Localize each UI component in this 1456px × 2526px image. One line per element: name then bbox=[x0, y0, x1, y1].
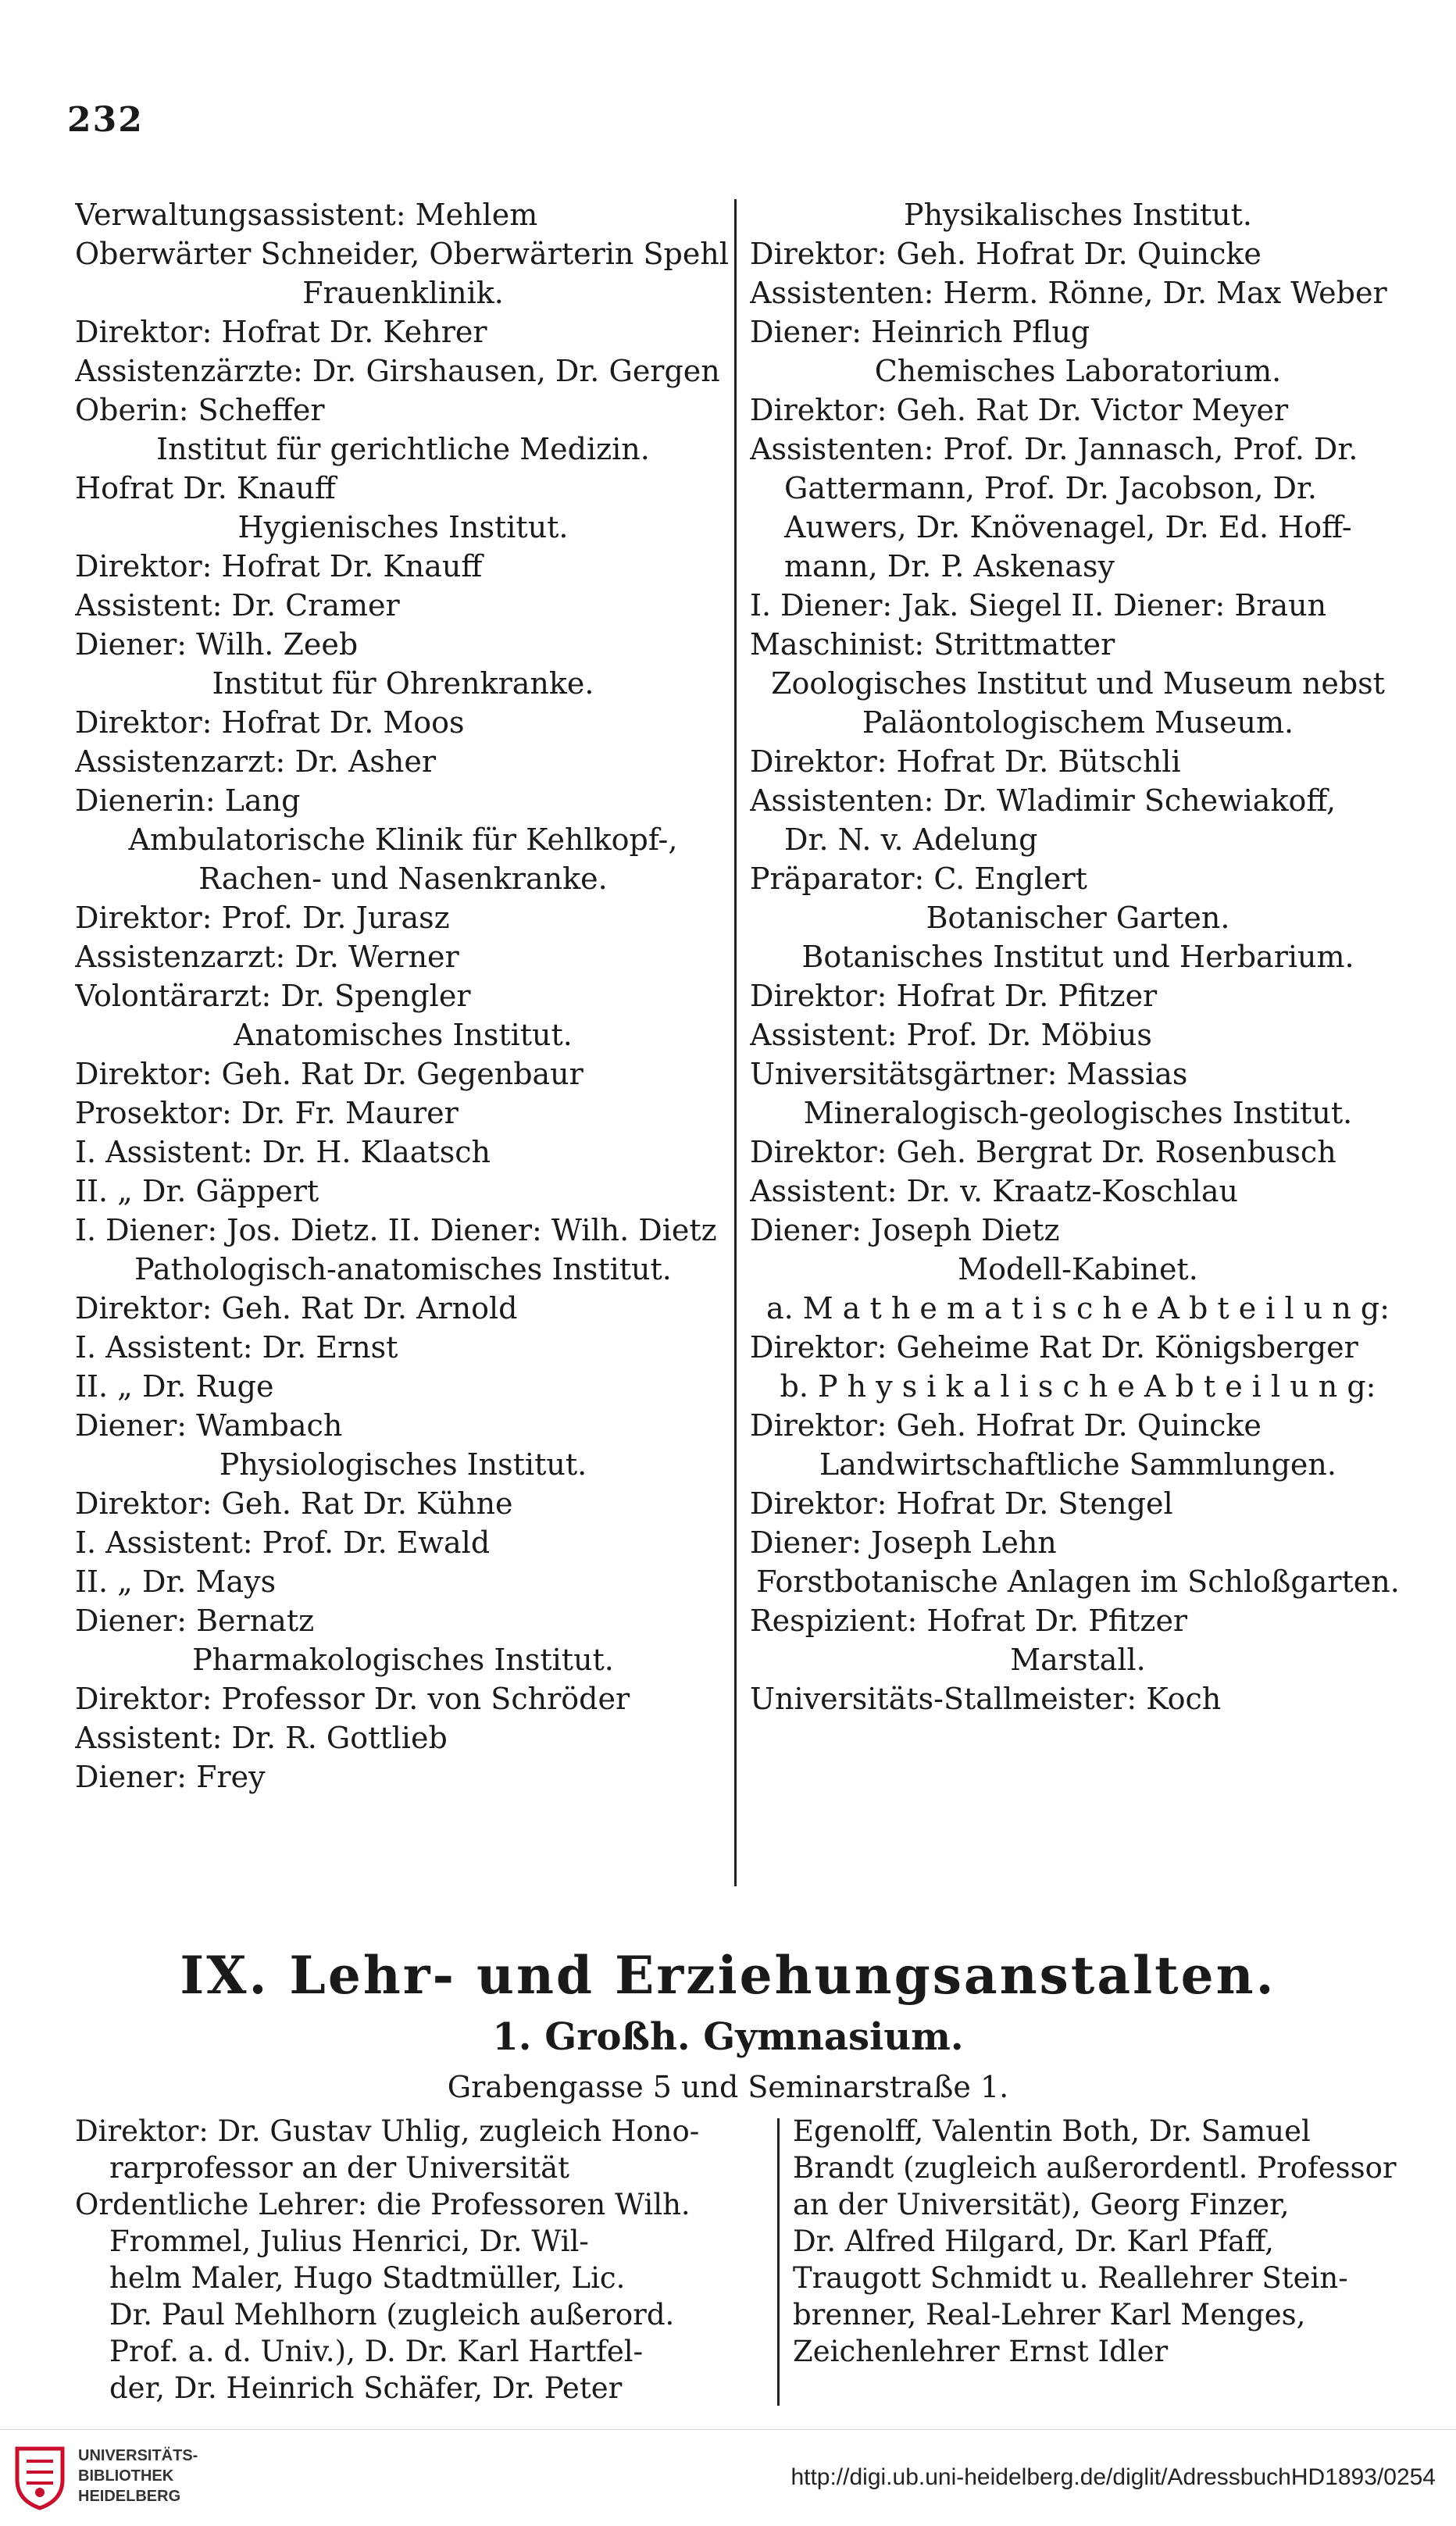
source-url[interactable]: http://digi.ub.uni-heidelberg.de/diglit/AdressbuchHD1893/0254 bbox=[790, 2464, 1436, 2490]
text-line: Oberin: Scheffer bbox=[75, 393, 325, 427]
text-line: Direktor: Professor Dr. von Schröder bbox=[75, 1682, 630, 1716]
section-heading: Frauenklinik. bbox=[302, 276, 504, 310]
library-name-line: HEIDELBERG bbox=[78, 2488, 181, 2505]
text-line: Diener: Wilh. Zeeb bbox=[75, 627, 359, 662]
text-line: der, Dr. Heinrich Schäfer, Dr. Peter bbox=[109, 2371, 623, 2405]
text-line: Diener: Heinrich Pflug bbox=[750, 315, 1090, 349]
text-line: Frommel, Julius Henrici, Dr. Wil- bbox=[109, 2225, 589, 2258]
text-line: Universitätsgärtner: Massias bbox=[750, 1057, 1188, 1091]
text-line: II. „ Dr. Mays bbox=[75, 1564, 277, 1599]
school-title: 1. Großh. Gymnasium. bbox=[492, 2015, 964, 2059]
text-line: Direktor: Geh. Rat Dr. Gegenbaur bbox=[75, 1057, 583, 1091]
text-line: Dr. Paul Mehlhorn (zugleich außerord. bbox=[109, 2298, 675, 2332]
text-line: Dienerin: Lang bbox=[75, 783, 301, 818]
text-line: mann, Dr. P. Askenasy bbox=[784, 549, 1115, 583]
text-line: Brandt (zugleich außerordentl. Professor bbox=[793, 2151, 1397, 2185]
text-line: Volontärarzt: Dr. Spengler bbox=[75, 979, 471, 1013]
text-line: brenner, Real-Lehrer Karl Menges, bbox=[793, 2298, 1306, 2332]
section-heading: Institut für Ohrenkranke. bbox=[212, 666, 594, 701]
text-line: Gattermann, Prof. Dr. Jacobson, Dr. bbox=[784, 471, 1318, 505]
text-line: Diener: Bernatz bbox=[75, 1604, 315, 1638]
section-heading: Zoologisches Institut und Museum nebst bbox=[771, 666, 1385, 701]
bottom-left-column bbox=[75, 2113, 762, 2406]
text-line: Assistent: Dr. Cramer bbox=[75, 588, 400, 623]
text-line: Assistenzarzt: Dr. Werner bbox=[75, 940, 459, 974]
library-name bbox=[78, 2446, 198, 2506]
section-heading: Rachen- und Nasenkranke. bbox=[198, 862, 608, 896]
text-line: Direktor: Dr. Gustav Uhlig, zugleich Hono- bbox=[75, 2114, 700, 2148]
text-line: Direktor: Geh. Rat Dr. Arnold bbox=[75, 1291, 518, 1325]
text-line: Verwaltungsassistent: Mehlem bbox=[75, 198, 538, 232]
text-line: Maschinist: Strittmatter bbox=[750, 627, 1115, 662]
bottom-right-column bbox=[793, 2113, 1418, 2370]
section-heading: Botanischer Garten. bbox=[926, 901, 1230, 935]
section-heading: Forstbotanische Anlagen im Schloßgarten. bbox=[756, 1564, 1400, 1599]
section-heading: Anatomisches Institut. bbox=[234, 1018, 573, 1052]
section-heading: Physiologisches Institut. bbox=[219, 1447, 587, 1482]
footer bbox=[0, 2429, 1456, 2526]
school-address: Grabengasse 5 und Seminarstraße 1. bbox=[447, 2070, 1009, 2104]
section-heading: Institut für gerichtliche Medizin. bbox=[156, 432, 650, 466]
text-line: I. Assistent: Dr. Ernst bbox=[75, 1330, 398, 1365]
text-line: Direktor: Hofrat Dr. Stengel bbox=[750, 1486, 1173, 1521]
text-line: Diener: Frey bbox=[75, 1760, 266, 1794]
section-heading: a. M a t h e m a t i s c h e A b t e i l u n g: bbox=[765, 1291, 1390, 1325]
text-line: Oberwärter Schneider, Oberwärterin Spehl bbox=[75, 237, 729, 271]
section-title: IX. Lehr- und Erziehungsanstalten. bbox=[180, 1945, 1276, 2006]
text-line: I. Diener: Jak. Siegel II. Diener: Braun bbox=[750, 588, 1327, 623]
text-line: I. Assistent: Prof. Dr. Ewald bbox=[75, 1525, 491, 1560]
text-line: Hofrat Dr. Knauff bbox=[75, 471, 336, 505]
text-line: Präparator: C. Englert bbox=[750, 862, 1087, 896]
text-line: helm Maler, Hugo Stadtmüller, Lic. bbox=[109, 2261, 626, 2295]
text-line: Diener: Joseph Lehn bbox=[750, 1525, 1057, 1560]
section-heading: Paläontologischem Museum. bbox=[862, 705, 1294, 740]
section-heading: Physikalisches Institut. bbox=[904, 198, 1252, 232]
section-heading: Modell-Kabinet. bbox=[958, 1252, 1198, 1286]
university-library-seal-icon bbox=[11, 2441, 69, 2511]
text-line: II. „ Dr. Gäppert bbox=[75, 1174, 319, 1208]
text-line: Assistenzärzte: Dr. Girshausen, Dr. Gergen bbox=[75, 354, 720, 388]
text-line: rarprofessor an der Universität bbox=[109, 2151, 570, 2185]
text-line: Direktor: Geh. Rat Dr. Victor Meyer bbox=[750, 393, 1289, 427]
bottom-column-divider bbox=[777, 2118, 780, 2406]
section-heading: Marstall. bbox=[1010, 1643, 1146, 1677]
text-line: Prosektor: Dr. Fr. Maurer bbox=[75, 1096, 459, 1130]
section-heading: Botanisches Institut und Herbarium. bbox=[801, 940, 1354, 974]
text-line: Egenolff, Valentin Both, Dr. Samuel bbox=[793, 2114, 1311, 2148]
text-line: Direktor: Geheime Rat Dr. Königsberger bbox=[750, 1330, 1358, 1365]
text-line: Zeichenlehrer Ernst Idler bbox=[793, 2335, 1169, 2368]
text-line: Dr. N. v. Adelung bbox=[784, 822, 1038, 857]
library-name-line: BIBLIOTHEK bbox=[78, 2467, 174, 2485]
left-column bbox=[75, 195, 731, 1796]
text-line: Universitäts-Stallmeister: Koch bbox=[750, 1682, 1222, 1716]
section-heading: Hygienisches Institut. bbox=[237, 510, 569, 544]
text-line: Assistent: Dr. v. Kraatz-Koschlau bbox=[750, 1174, 1238, 1208]
text-line: Auwers, Dr. Knövenagel, Dr. Ed. Hoff- bbox=[784, 510, 1352, 544]
text-line: I. Diener: Jos. Dietz. II. Diener: Wilh. Dietz bbox=[75, 1213, 717, 1247]
text-line: Assistenten: Dr. Wladimir Schewiakoff, bbox=[750, 783, 1336, 818]
text-line: Assistenten: Herm. Rönne, Dr. Max Weber bbox=[750, 276, 1387, 310]
text-line: Assistenten: Prof. Dr. Jannasch, Prof. Dr. bbox=[750, 432, 1358, 466]
text-line: I. Assistent: Dr. H. Klaatsch bbox=[75, 1135, 491, 1169]
text-line: Prof. a. d. Univ.), D. Dr. Karl Hartfel- bbox=[109, 2335, 644, 2368]
text-line: Direktor: Geh. Rat Dr. Kühne bbox=[75, 1486, 513, 1521]
text-line: an der Universität), Georg Finzer, bbox=[793, 2188, 1290, 2221]
text-line: II. „ Dr. Ruge bbox=[75, 1369, 274, 1404]
text-line: Direktor: Hofrat Dr. Bütschli bbox=[750, 744, 1181, 779]
text-line: Direktor: Hofrat Dr. Moos bbox=[75, 705, 465, 740]
text-line: Assistent: Prof. Dr. Möbius bbox=[750, 1018, 1152, 1052]
text-line: Assistenzarzt: Dr. Asher bbox=[75, 744, 437, 779]
text-line: Direktor: Geh. Hofrat Dr. Quincke bbox=[750, 1408, 1262, 1443]
text-line: Direktor: Hofrat Dr. Kehrer bbox=[75, 315, 487, 349]
text-line: Diener: Wambach bbox=[75, 1408, 343, 1443]
text-line: Traugott Schmidt u. Reallehrer Stein- bbox=[793, 2261, 1348, 2295]
text-line: Direktor: Prof. Dr. Jurasz bbox=[75, 901, 450, 935]
section-heading: Chemisches Laboratorium. bbox=[874, 354, 1282, 388]
column-divider bbox=[734, 199, 737, 1886]
section-heading: Landwirtschaftliche Sammlungen. bbox=[819, 1447, 1336, 1482]
text-line: Ordentliche Lehrer: die Professoren Wilh. bbox=[75, 2188, 691, 2221]
library-name-line: UNIVERSITÄTS- bbox=[78, 2447, 198, 2464]
section-heading: b. P h y s i k a l i s c h e A b t e i l u n g: bbox=[780, 1369, 1376, 1404]
text-line: Direktor: Geh. Hofrat Dr. Quincke bbox=[750, 237, 1262, 271]
right-column bbox=[750, 195, 1406, 1718]
text-line: Dr. Alfred Hilgard, Dr. Karl Pfaff, bbox=[793, 2225, 1274, 2258]
section-heading: Ambulatorische Klinik für Kehlkopf-, bbox=[128, 822, 678, 857]
text-line: Assistent: Dr. R. Gottlieb bbox=[75, 1721, 448, 1755]
section-heading: Pharmakologisches Institut. bbox=[192, 1643, 614, 1677]
text-line: Direktor: Hofrat Dr. Knauff bbox=[75, 549, 483, 583]
text-line: Respizient: Hofrat Dr. Pfitzer bbox=[750, 1604, 1188, 1638]
section-heading: Pathologisch-anatomisches Institut. bbox=[134, 1252, 672, 1286]
text-line: Direktor: Geh. Bergrat Dr. Rosenbusch bbox=[750, 1135, 1336, 1169]
text-line: Direktor: Hofrat Dr. Pfitzer bbox=[750, 979, 1158, 1013]
page-number: 232 bbox=[67, 100, 144, 140]
text-line: Diener: Joseph Dietz bbox=[750, 1213, 1060, 1247]
section-heading: Mineralogisch-geologisches Institut. bbox=[803, 1096, 1353, 1130]
